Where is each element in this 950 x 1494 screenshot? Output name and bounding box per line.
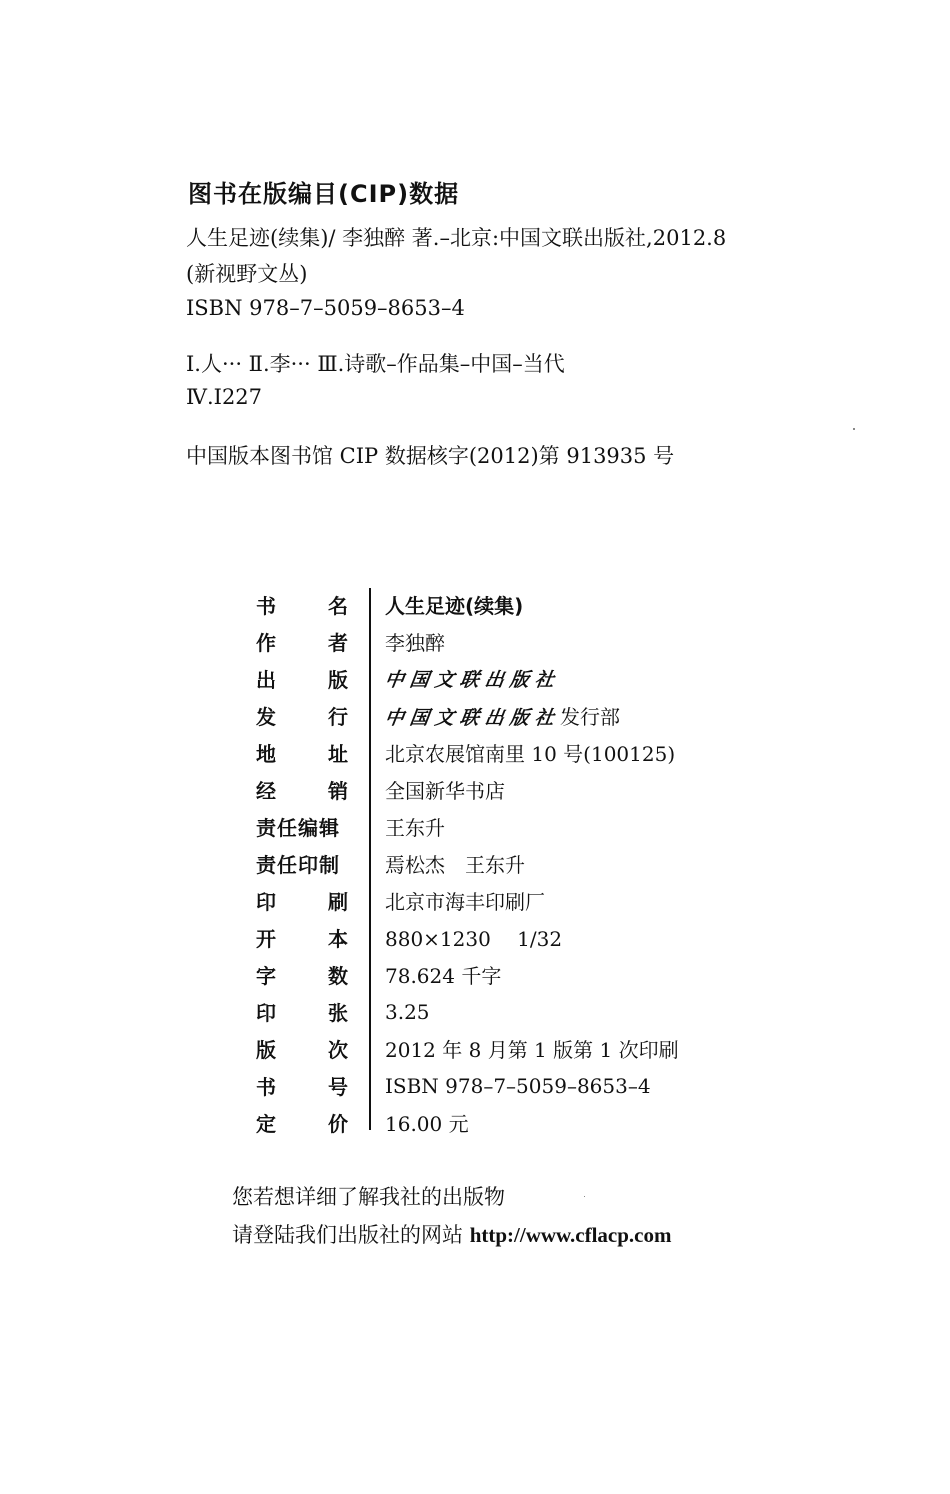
cip-data-check-number: 中国版本图书馆 CIP 数据核字(2012)第 913935 号 <box>186 444 675 468</box>
value-publisher <box>385 665 560 692</box>
footer-invitation: 您若想详细了解我社的出版物 <box>232 1185 505 1209</box>
label-author: 作 者 <box>256 631 348 655</box>
label-print-supervisor: 责任印制 <box>256 853 340 877</box>
label-seller: 经 销 <box>256 779 348 803</box>
label-book-number: 书 号 <box>256 1075 348 1099</box>
publisher-website-link[interactable]: http://www.cflacp.com <box>469 1223 672 1247</box>
row-word-count <box>256 956 776 993</box>
value-print-supervisor: 焉松杰 王东升 <box>385 853 525 877</box>
value-editor: 王东升 <box>385 816 445 840</box>
distributor-suffix: 发行部 <box>560 705 621 729</box>
label-distributor: 发 行 <box>256 705 348 729</box>
value-seller: 全国新华书店 <box>385 779 505 803</box>
cip-title: 图书在版编目(CIP)数据 <box>188 180 460 208</box>
row-editor <box>256 808 776 845</box>
row-printer <box>256 882 776 919</box>
value-printer: 北京市海丰印刷厂 <box>385 890 545 914</box>
label-title: 书 名 <box>256 594 348 618</box>
publisher-calligraphy-logo: 中国文联出版社 <box>383 669 562 691</box>
label-price: 定 价 <box>256 1112 348 1136</box>
scan-speck <box>584 1196 585 1197</box>
value-price: 16.00 元 <box>385 1112 469 1136</box>
row-price <box>256 1104 776 1141</box>
row-book-number <box>256 1067 776 1104</box>
label-editor: 责任编辑 <box>256 816 340 840</box>
value-address: 北京农展馆南里 10 号(100125) <box>385 742 676 766</box>
cip-classification-code: Ⅳ.I227 <box>186 385 263 409</box>
cip-classification: Ⅰ.人··· Ⅱ.李··· Ⅲ.诗歌–作品集–中国–当代 <box>186 352 565 376</box>
label-printer: 印 刷 <box>256 890 348 914</box>
value-word-count: 78.624 千字 <box>385 964 502 988</box>
row-print-supervisor <box>256 845 776 882</box>
footer-website-line <box>232 1219 672 1249</box>
row-sheets <box>256 993 776 1030</box>
row-format <box>256 919 776 956</box>
footer-website-prefix: 请登陆我们出版社的网站 <box>232 1223 470 1247</box>
cip-isbn: ISBN 978–7–5059–8653–4 <box>186 296 465 320</box>
cip-series-line: (新视野文丛) <box>186 262 308 286</box>
row-author <box>256 623 776 660</box>
label-edition: 版 次 <box>256 1038 348 1062</box>
label-publisher: 出 版 <box>256 668 348 692</box>
row-address <box>256 734 776 771</box>
row-edition <box>256 1030 776 1067</box>
value-edition: 2012 年 8 月第 1 版第 1 次印刷 <box>385 1038 679 1062</box>
value-book-number: ISBN 978–7–5059–8653–4 <box>385 1073 651 1098</box>
row-title <box>256 586 776 623</box>
row-publisher <box>256 660 776 697</box>
row-distributor <box>256 697 776 734</box>
cip-bibliographic-line: 人生足迹(续集)/ 李独醉 著.–北京:中国文联出版社,2012.8 <box>186 226 727 250</box>
label-word-count: 字 数 <box>256 964 348 988</box>
distributor-calligraphy-logo: 中国文联出版社 <box>383 707 562 729</box>
label-sheets: 印 张 <box>256 1001 348 1025</box>
scan-speck <box>853 428 855 430</box>
value-title: 人生足迹(续集) <box>385 594 524 618</box>
row-seller <box>256 771 776 808</box>
value-distributor <box>385 701 620 730</box>
copyright-info-table <box>256 586 776 1141</box>
value-format: 880×1230 1/32 <box>385 927 563 951</box>
label-format: 开 本 <box>256 927 348 951</box>
value-author: 李独醉 <box>385 631 445 655</box>
value-sheets: 3.25 <box>385 999 430 1024</box>
label-address: 地 址 <box>256 742 348 766</box>
